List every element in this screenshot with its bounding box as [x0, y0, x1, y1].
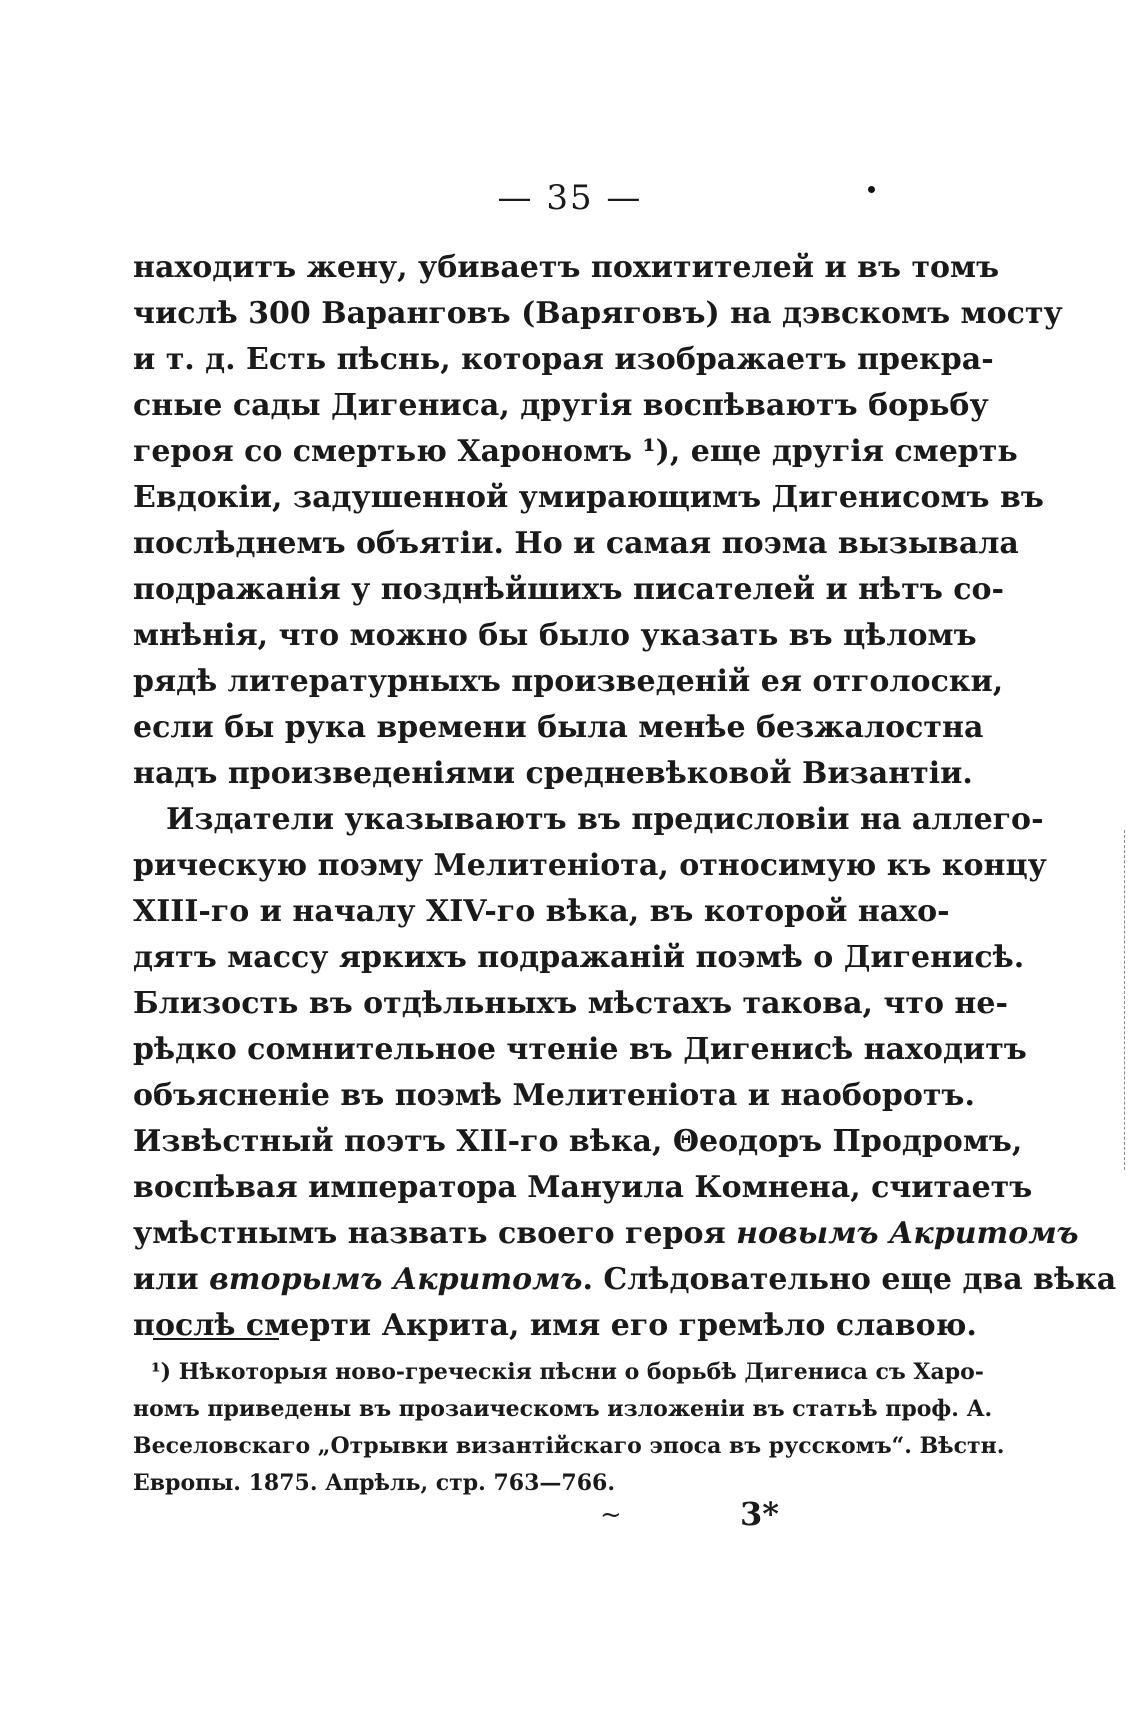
- footnote: [133, 1354, 1005, 1502]
- text-line: если бы рука времени была менѣе безжалостна: [133, 710, 984, 745]
- text-line: объясненіе въ поэмѣ Мелитеніота и наоборотъ.: [133, 1078, 975, 1113]
- text-line: [133, 1257, 1117, 1303]
- footnote-line: Европы. 1875. Апрѣль, стр. 763—766.: [133, 1470, 616, 1496]
- text-line: находитъ жену, убиваетъ похитителей и въ томъ: [133, 250, 1000, 285]
- italic-phrase: вторымъ Акритомъ: [209, 1262, 583, 1297]
- text-line: дятъ массу яркихъ подражаній поэмѣ о Дигенисѣ.: [133, 940, 1025, 975]
- text-line: Близость въ отдѣльныхъ мѣстахъ такова, что не-: [133, 986, 1008, 1021]
- text-line: послѣднемъ объятіи. Но и самая поэма вызывала: [133, 526, 1019, 561]
- text-line: героя со смертью Харономъ ¹), еще другія смерть: [133, 434, 1018, 469]
- text-fragment: умѣстнымъ назвать своего героя: [133, 1216, 737, 1251]
- text-line: и т. д. Есть пѣснь, которая изображаетъ прекра-: [133, 342, 994, 377]
- text-line: мнѣнія, что можно бы было указать въ цѣломъ: [133, 618, 977, 653]
- footnote-line: Веселовскаго „Отрывки византійскаго эпоса въ русскомъ“. Вѣстн.: [133, 1433, 1005, 1459]
- text-fragment: или: [133, 1262, 210, 1297]
- text-line: сные сады Дигениса, другія воспѣваютъ борьбу: [133, 388, 989, 423]
- text-line: Извѣстный поэтъ XII-го вѣка, Θеодоръ Продромъ,: [133, 1124, 1023, 1159]
- text-line: подражанія у позднѣйшихъ писателей и нѣтъ со-: [133, 572, 1005, 607]
- footnote-line: номъ приведены въ прозаическомъ изложеніи въ статьѣ проф. А.: [133, 1396, 993, 1422]
- footnote-line: ¹) Нѣкоторыя ново-греческія пѣсни о борьбѣ Дигениса съ Харо-: [151, 1359, 984, 1385]
- paragraph-1: [133, 245, 1063, 797]
- text-line: рѣдко сомнительное чтеніе въ Дигенисѣ находитъ: [133, 1032, 1027, 1067]
- italic-phrase: новымъ Акритомъ: [736, 1216, 1079, 1251]
- page-edge-marks: [1124, 830, 1127, 1170]
- text-line: числѣ 300 Варанговъ (Варяговъ) на дэвскомъ мосту: [133, 296, 1063, 331]
- text-line: надъ произведеніями средневѣковой Византіи.: [133, 756, 973, 791]
- text-fragment: . Слѣдовательно еще два вѣка: [582, 1262, 1117, 1297]
- stray-mark: ~: [600, 1500, 622, 1530]
- page-number: — 35 —: [497, 178, 643, 218]
- text-line: Издатели указываютъ въ предисловіи на аллего-: [166, 802, 1044, 837]
- text-line: рическую поэму Мелитеніота, относимую къ концу: [133, 848, 1047, 883]
- text-line: Евдокіи, задушенной умирающимъ Дигенисомъ въ: [133, 480, 1044, 515]
- text-line: рядѣ литературныхъ произведеній ея отголоски,: [133, 664, 1004, 699]
- ink-speck: [868, 186, 875, 193]
- text-line: послѣ смерти Акрита, имя его гремѣло славою.: [133, 1308, 977, 1343]
- text-line: [133, 1211, 1079, 1257]
- footnote-rule: [153, 1338, 279, 1340]
- paragraph-2: [133, 797, 1117, 1349]
- text-line: воспѣвая императора Мануила Комнена, считаетъ: [133, 1170, 1033, 1205]
- text-line: XIII-го и началу XIV-го вѣка, въ которой нахо-: [133, 894, 950, 929]
- signature-mark: 3*: [740, 1495, 779, 1533]
- main-text: [133, 245, 1117, 1349]
